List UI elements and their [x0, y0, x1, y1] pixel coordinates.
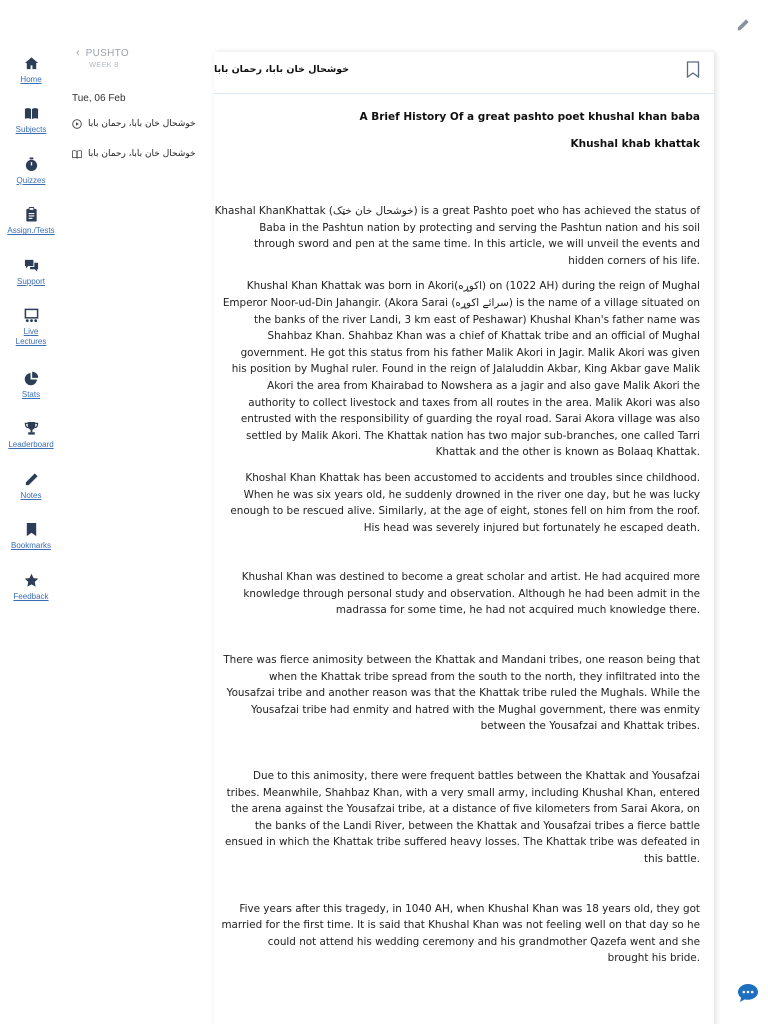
- article-header: [214, 52, 714, 94]
- paragraph-line: Baba in the Pashtun nation by protecting and serving the Pashtun nation and his soil: [259, 221, 700, 234]
- bookmark-outline-icon[interactable]: [686, 61, 700, 78]
- paragraph-line: Five years after this tragedy, in 1040 AH, when Khushal Khan was 18 years old, they got: [239, 902, 700, 915]
- star-icon: [24, 573, 39, 588]
- live-lectures-icon: [24, 308, 39, 323]
- paragraph-line: the banks of the Landi River, between the Khattak and Yousafzai tribes a fierce battle: [254, 819, 700, 832]
- nav-home[interactable]: [0, 50, 62, 100]
- paragraph: [214, 652, 700, 735]
- nav-label: Notes: [20, 490, 42, 500]
- article-subheading: Khushal khab khattak: [570, 138, 700, 150]
- paragraph-line: When he was six years old, he suddenly drowned in the river one day, but he was lucky: [243, 488, 700, 501]
- nav-feedback[interactable]: [0, 567, 62, 617]
- paragraph-line: Khattak and the other is known as Bolaaq Khattak.: [435, 446, 700, 459]
- paragraph-line: government. He got this status from his father Malik Akori in Jagir. Malik Akori was given: [240, 346, 700, 359]
- paragraph-line: enough to be rescued alive. Similarly, at the age of eight, stones fell on him from the roof.: [230, 505, 700, 518]
- nav-quizzes[interactable]: [0, 151, 62, 201]
- paragraph-line: ensued in which the Khattak tribe suffered heavy losses. The Khattak tribe was defeated in: [225, 836, 700, 849]
- paragraph: [214, 470, 700, 536]
- paragraph-line: entrusted with the responsibility of guarding the royal road. Sarai Akora village was also: [240, 413, 700, 426]
- main-nav: [0, 50, 62, 617]
- nav-assign-tests[interactable]: [0, 201, 62, 251]
- paragraph-line: his position by Mughal ruler. Found in the reign of Jalaluddin Akbar, King Akbar gave Malik: [231, 363, 700, 376]
- nav-label: Subjects: [15, 125, 47, 135]
- paragraph-line: knowledge through personal study and observation. Although he had been admit in the: [243, 587, 700, 600]
- paragraph-line: hidden corners of his life.: [568, 254, 700, 267]
- chevron-left-icon: ‹: [76, 47, 80, 59]
- paragraph-line: Yousafzai tribe and another reason was that the Khattak tribe ruled the Mughals. While the: [226, 687, 700, 700]
- paragraph-line: between the Yousafzai and Khattak tribes.: [480, 720, 700, 733]
- book-icon: [24, 106, 39, 121]
- nav-support[interactable]: [0, 252, 62, 302]
- stopwatch-icon: [24, 157, 39, 172]
- nav-leaderboard[interactable]: [0, 415, 62, 465]
- article-heading: A Brief History Of a great pashto poet khushal khan baba: [359, 111, 700, 123]
- paragraph-line: brought his bride.: [607, 952, 700, 965]
- paragraph-line: the arena against the Yousafzai tribe, at a distance of five kilometers from Sarai Akora, on: [231, 803, 700, 816]
- edit-pencil-icon[interactable]: [736, 18, 750, 32]
- paragraph-line: There was fierce animosity between the Khattak and Mandani tribes, one reason being that: [223, 654, 700, 667]
- paragraph-line: could not attend his wedding ceremony and his grandmother Qazefa went and she: [267, 935, 700, 948]
- back-to-subject[interactable]: [62, 48, 212, 59]
- pie-chart-icon: [24, 371, 39, 386]
- home-icon: [24, 56, 39, 71]
- lesson-title: خوشحال خان بابا، رحمان بابا: [88, 119, 196, 129]
- nav-stats[interactable]: [0, 365, 62, 415]
- paragraph-line: Emperor Noor-ud-Din Jahangir. (Akora Sarai (سرائے اکوړه) is the name of a village situated on: [222, 296, 700, 309]
- paragraph-line: through sword and pen at the same time. In this article, we will unveil the events and: [254, 238, 700, 251]
- paragraph-line: tribes. Meanwhile, Shahbaz Khan, with a very small army, including Khushal Khan, entered: [226, 786, 700, 799]
- paragraph-line: Khushal Khan was destined to become a great scholar and artist. He had acquired more: [241, 571, 700, 584]
- article-header-title: خوشحال خان بابا، رحمان بابا: [214, 64, 350, 75]
- nav-label: Feedback: [13, 591, 49, 601]
- article-card: [214, 52, 714, 1024]
- nav-label: Support: [16, 276, 46, 286]
- paragraph-line: authority to collect livestock and taxes from all routes in the area. Malik Akori was also: [248, 396, 700, 409]
- paragraph-line: Due to this animosity, there were frequent battles between the Khattak and Yousafzai: [253, 770, 700, 783]
- paragraph: [214, 278, 700, 461]
- nav-notes[interactable]: [0, 466, 62, 516]
- chat-icon: [24, 258, 39, 273]
- paragraph-line: the banks of the river Landi, 3 km east of Peshawar) Khushal Khan's father name was: [254, 313, 700, 326]
- nav-label: Home: [20, 75, 42, 84]
- paragraph-line: this battle.: [644, 853, 700, 865]
- nav-live-lectures[interactable]: [0, 302, 62, 365]
- subject-title: PUSHTO: [85, 48, 129, 59]
- paragraph: [214, 203, 700, 269]
- paragraph-line: married for the first time. It is said that Khushal Khan was not feeling well on that day so he: [221, 919, 700, 932]
- paragraph-line: Akori the area from Khairabad to Nowshera as a jagir and also gave Malik Akori the: [267, 379, 700, 392]
- lesson-item-video[interactable]: [72, 116, 212, 132]
- paragraph: [214, 901, 700, 967]
- pencil-icon: [24, 472, 39, 487]
- nav-label: Assign./Tests: [7, 226, 55, 236]
- nav-subjects[interactable]: [0, 100, 62, 150]
- paragraph: [214, 569, 700, 619]
- nav-bookmarks[interactable]: [0, 516, 62, 566]
- paragraph-line: madrassa for some time, he had not acquired much knowledge there.: [335, 604, 700, 617]
- clipboard-icon: [24, 207, 39, 222]
- trophy-icon: [24, 421, 39, 436]
- lesson-title: خوشحال خان بابا، رحمان بابا: [88, 149, 196, 159]
- nav-label: Live Lectures: [15, 326, 47, 346]
- open-book-icon: [72, 149, 82, 159]
- paragraph-line: when the Khattak tribe spread from the south to the north, they infiltrated into the: [268, 670, 700, 683]
- week-label: WEEK 8: [89, 60, 119, 69]
- paragraph-line: settled by Malik Akori. The Khattak nation has two major sub-branches, one called Tarri: [246, 429, 700, 442]
- paragraph: [214, 768, 700, 868]
- paragraph-line: Khashal KhanKhattak (خوشحال خان خټک) is a great Pashto poet who has achieved the status of: [214, 205, 700, 217]
- chat-bubble-icon[interactable]: [737, 983, 759, 1003]
- bookmark-icon: [24, 522, 39, 537]
- nav-label: Bookmarks: [10, 541, 51, 551]
- lesson-date: Tue, 06 Feb: [72, 93, 126, 104]
- paragraph-line: Khushal Khan Khattak was born in Akori(اکوړه) on (1022 AH) during the reign of Mughal: [246, 280, 700, 293]
- nav-label: Stats: [21, 389, 41, 399]
- nav-label: Quizzes: [16, 175, 46, 185]
- article-body: [214, 110, 714, 967]
- paragraph-line: His head was severely injured but fortunately he escaped death.: [363, 521, 700, 534]
- lesson-item-reading[interactable]: [72, 146, 212, 162]
- play-circle-icon: [72, 119, 82, 129]
- paragraph-line: Shahbaz Khan. Shahbaz Khan was a chief of Khattak tribe and an official of Mughal: [267, 330, 700, 343]
- paragraph-line: Khoshal Khan Khattak has been accustomed to accidents and troubles since childhood.: [245, 471, 700, 484]
- nav-label: Leaderboard: [8, 440, 54, 450]
- paragraph-line: Yousafzai tribe had enmity and hatred with the Mughal government, there was enmity: [251, 703, 700, 716]
- lesson-panel: [62, 42, 212, 162]
